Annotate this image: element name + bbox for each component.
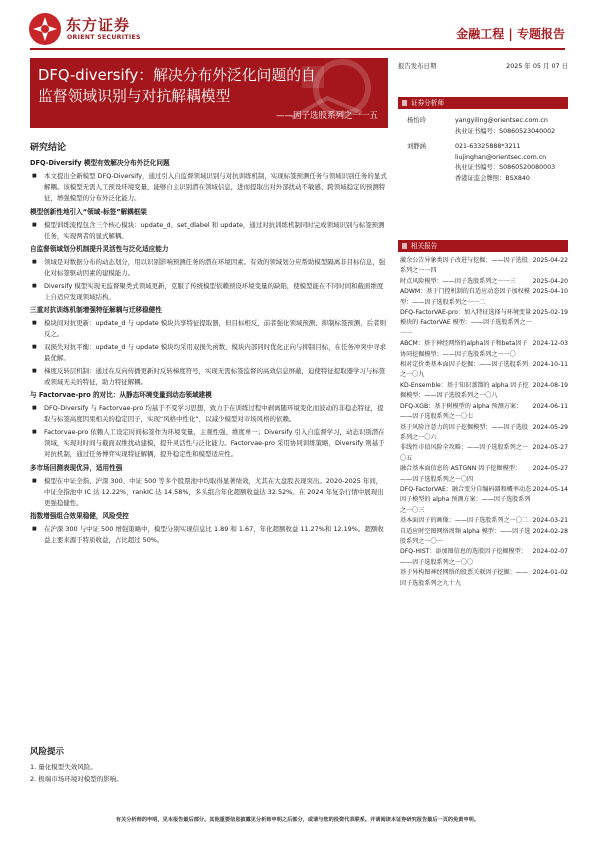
related-report-title[interactable]: DFQ-FactorVAE-pro：加入特征选择与环境变量模块的 FactorVAE 模型：——因子选股系列之一一一 bbox=[400, 309, 532, 337]
related-report-title[interactable]: DFQ-FactorVAE：融合变分自编码器和概率动态因子模型的 alpha 预测方案：——因子选股系列之一〇三 bbox=[400, 485, 532, 514]
risk-list bbox=[30, 762, 123, 785]
summary-title: 研究结论 bbox=[30, 143, 67, 153]
orient-logo-icon bbox=[28, 12, 62, 46]
brand-name-cn: 东方证券 bbox=[66, 16, 131, 34]
bullet-paragraph: ■ 模型训练流程包含三个核心模块：update_d、set_dlabel 和 update，通过对抗训练机制同时完成领域识别与标签预测任务，实现两者的显式解耦。 bbox=[30, 220, 388, 242]
related-report-title[interactable]: 时点风险模型：——因子选股系列之一一三 bbox=[400, 277, 516, 285]
analyst-license: 执业证书编号：S0860523040002 bbox=[455, 127, 556, 135]
report-title-line1: DFQ-diversify：解决分布外泛化问题的自 bbox=[38, 67, 316, 84]
related-report-title[interactable]: DFQ-HIST：添加图信息的选股因子挖掘模型：——因子选股系列之一〇〇 bbox=[400, 548, 527, 566]
related-report-item[interactable] bbox=[400, 443, 568, 464]
related-report-title[interactable]: 基于异构图神经网络的股票关联因子挖掘：——因子选股系列之九十九 bbox=[400, 569, 528, 587]
section-heading: 指数增强组合效果稳健，风险受控 bbox=[30, 512, 129, 521]
report-title-line2: 监督领域识别与对抗解耦模型 bbox=[38, 88, 231, 105]
analyst-email[interactable]: liujinghan@orientsec.com.cn bbox=[455, 153, 547, 161]
related-report-date: 2025-04-20 bbox=[532, 277, 568, 285]
section-heading: 与 Factorvae-pro 的对比：从静态环境变量到动态领域建模 bbox=[30, 391, 212, 400]
section-heading: 多市场回测表现优异，适用性强 bbox=[30, 463, 123, 472]
related-report-title[interactable]: 激余公告异象类因子改进与挖掘：——因子选股系列之一一四 bbox=[400, 257, 528, 275]
related-report-item[interactable] bbox=[400, 256, 568, 277]
analyst-heading: 证券分析师 bbox=[398, 97, 568, 109]
bullet-paragraph: ■ 领域是对数据分布的动态划分，用以识别影响预测任务的潜在环境因素。有效的领域划分应帮助模型隔离非目标信息，强化对标签驱动因素的建模能力。 bbox=[30, 257, 388, 279]
section-heading: DFQ-Diversify 模型有效解决分布外泛化问题 bbox=[30, 159, 170, 168]
related-report-item[interactable] bbox=[400, 516, 568, 526]
bullet-paragraph: ■ 模型在中证全指、沪深 300、中证 500 等多个股票池中均取得显著绩效，尤其在大盘股表现突出。2020-2025 年间，中证全指池中 IC 达 12.22%，rankIC 达 14.58%，多头组合年化超额收益达 32.52%。在 2024 年复杂行情中展现出更强稳健性。 bbox=[30, 476, 388, 510]
bullet-paragraph: ■ 在沪深 300 与中证 500 增强策略中，模型分别实现信息比 1.89 和 1.67，年化超额收益 11.27%和 12.19%。超额收益主要来源于特质收益，占比超过 50%。 bbox=[30, 524, 388, 546]
related-report-title[interactable]: ABCM：基于神经网络的alpha因子和beta因子协同挖掘模型：——因子选股系列之一一〇 bbox=[400, 340, 528, 358]
related-report-item[interactable] bbox=[400, 464, 568, 485]
related-report-title[interactable]: 自适应时空图网络周频 alpha 模型：——因子选股系列之一〇一 bbox=[400, 527, 531, 545]
report-category: 金融工程 | 专题报告 bbox=[456, 27, 565, 41]
bullet-paragraph: ■ DFQ-Diversify 与 Factorvae-pro 均基于不变学习思想，致力于在训练过程中剥离随环境变化而波动的非稳态特征，提取与标签高度因果相关的稳定因子，实现“风格中性化”，以减少模型对市场风格的依赖。 bbox=[30, 403, 388, 425]
related-report-date: 2025-04-22 bbox=[532, 257, 568, 264]
related-report-title[interactable]: 非线性市值风险全攻略：——因子选股系列之一〇五 bbox=[400, 444, 528, 462]
related-report-date: 2024-05-14 bbox=[532, 485, 568, 493]
related-report-date: 2024-05-29 bbox=[532, 423, 568, 431]
related-report-date: 2024-02-07 bbox=[532, 548, 568, 556]
bullet-paragraph: ■ 模块间对抗更新：update_d 与 update 模块共享特征提取器，但目标相反，前者强化领域预测、抑制标签预测，后者则反之。 bbox=[30, 318, 388, 340]
related-report-date: 2024-03-21 bbox=[532, 517, 568, 525]
related-report-title[interactable]: 融合基本面信息的 ASTGNN 因子挖掘模型：——因子选股系列之一〇四 bbox=[400, 465, 521, 483]
related-report-date: 2024-12-03 bbox=[532, 340, 568, 348]
related-report-item[interactable] bbox=[400, 547, 568, 568]
report-date-value: 2025 年 05 月 07 日 bbox=[506, 62, 568, 70]
section-heading: 三重对抗训练机制增强特征解耦与迁移稳健性 bbox=[30, 306, 162, 315]
related-report-title[interactable]: KD-Ensemble：基于知识蒸馏的 alpha 因子挖掘模型：——因子选股系列之一〇八 bbox=[400, 381, 529, 400]
related-report-item[interactable] bbox=[400, 277, 568, 287]
related-heading: 相关报告 bbox=[398, 240, 568, 252]
related-report-date: 2025-02-19 bbox=[532, 309, 568, 317]
related-report-item[interactable] bbox=[400, 339, 568, 360]
research-summary bbox=[30, 142, 388, 548]
analyst-name: 刘静涵 bbox=[407, 143, 426, 150]
related-report-date: 2024-06-11 bbox=[532, 402, 568, 410]
related-report-item[interactable] bbox=[400, 485, 568, 516]
bullet-paragraph: ■ 梯度反转层机制：通过在反向传播更新时反转梯度符号，实现无需标签监督的高效信息屏蔽，迫使特征提取器学习与标签或领域无关的特征，助力特征解耦。 bbox=[30, 366, 388, 388]
report-series: ——因子选股系列之一一五 bbox=[275, 110, 378, 121]
bullet-paragraph: ■ 本文提出全新模型 DFQ-Diversify，通过引入自监督领域识别与对抗训练机制，实现标签预测任务与领域识别任务的显式解耦。该模型无需人工预设环境变量，能够自主识别潜在领域信息，进而提取出对外部扰动不敏感、跨领域稳定的预测特征，增强模型的分布外泛化能力。 bbox=[30, 171, 388, 205]
bullet-paragraph: ■ Factorvae-pro 依赖人工设定时间标签作为环境变量，主观性强、维度单一；Diversify 引入自监督学习，动态识别潜在领域，实现对时间与截面双维扰动建模，提升灵活性与泛化能力。Factorvae-pro 采用协同训练策略，Diversify 则基于对抗机制，通过任务博弈实现特征解耦，提升稳定性和模型适应性。 bbox=[30, 427, 388, 461]
related-report-item[interactable] bbox=[400, 360, 568, 381]
report-date-label: 报告发布日期 bbox=[398, 62, 437, 70]
related-report-item[interactable] bbox=[400, 423, 568, 444]
brand-name-en: ORIENT SECURITIES bbox=[67, 34, 141, 41]
related-report-title[interactable]: 基于风险注意力的因子挖掘模型：——因子选股系列之一〇六 bbox=[400, 423, 528, 441]
related-report-date: 2024-02-28 bbox=[532, 527, 568, 535]
related-report-title[interactable]: 基本面因子的画像：——因子选股系列之一〇二 bbox=[400, 517, 528, 525]
related-report-date: 2024-05-27 bbox=[532, 444, 568, 452]
related-report-title[interactable]: DFQ-XGB：基于树模型的 alpha 预测方案：——因子选股系列之一〇七 bbox=[400, 402, 523, 421]
analyst-phone: 021-63325888*3211 bbox=[455, 143, 521, 150]
company-logo bbox=[28, 12, 158, 46]
analyst-email[interactable]: yangyiling@orientsec.com.cn bbox=[455, 117, 548, 124]
title-banner bbox=[30, 58, 388, 128]
related-report-item[interactable] bbox=[400, 527, 568, 548]
related-report-item[interactable] bbox=[400, 568, 568, 589]
bullet-paragraph: ■ 双损失对抗平衡：update_d 与 update 模块均采用双损失函数，模块内部同时优化正向与抑制目标，在任务冲突中寻求最优解。 bbox=[30, 342, 388, 364]
related-report-item[interactable] bbox=[400, 402, 568, 423]
related-report-title[interactable]: 相对定价类基本面因子挖掘：——因子选股系列之一〇九 bbox=[400, 361, 528, 379]
risk-item: 2. 极端市场环境对模型的影响。 bbox=[30, 774, 123, 783]
related-report-item[interactable] bbox=[400, 287, 568, 308]
related-report-item[interactable] bbox=[400, 381, 568, 402]
hk-license: 香港证监会牌照：BSX840 bbox=[455, 175, 530, 182]
bullet-paragraph: ■ Diversify 模型实现无监督聚类式领域更新，克服了传统模型依赖预设环境变量的缺陷，使模型能在不同时间和截面维度上自适应发现领域结构。 bbox=[30, 281, 388, 303]
related-report-item[interactable] bbox=[400, 308, 568, 339]
related-report-date: 2024-05-27 bbox=[532, 465, 568, 473]
section-heading: 模型创新性地引入“领域-标签”解耦框架 bbox=[30, 207, 147, 216]
related-reports-list bbox=[400, 256, 568, 589]
related-report-date: 2024-01-02 bbox=[532, 569, 568, 577]
header-divider bbox=[30, 48, 565, 50]
risk-title: 风险提示 bbox=[30, 747, 65, 757]
analyst-name: 杨怡玲 bbox=[407, 117, 426, 124]
report-title bbox=[38, 65, 388, 107]
disclaimer-footer: 有关分析师的申明，见本报告最后部分。其他重要信息披露见分析师申明之后部分，或请与您的投资代表联系。并请阅读本证券研究报告最后一页的免责申明。 bbox=[115, 817, 480, 823]
section-heading: 自监督领域划分机制提升灵活性与泛化适应能力 bbox=[30, 244, 169, 253]
risk-item: 1. 量化模型失效风险。 bbox=[30, 763, 97, 771]
related-report-date: 2024-10-11 bbox=[532, 361, 568, 369]
related-report-date: 2025-04-10 bbox=[532, 288, 568, 296]
analyst-license: 执业证书编号：S0860520080003 bbox=[455, 164, 556, 172]
related-report-title[interactable]: ADWM：基于门控机制的自适应动态因子加权模型：——因子选股系列之一一二 bbox=[400, 288, 530, 306]
related-report-date: 2024-08-19 bbox=[532, 381, 568, 389]
